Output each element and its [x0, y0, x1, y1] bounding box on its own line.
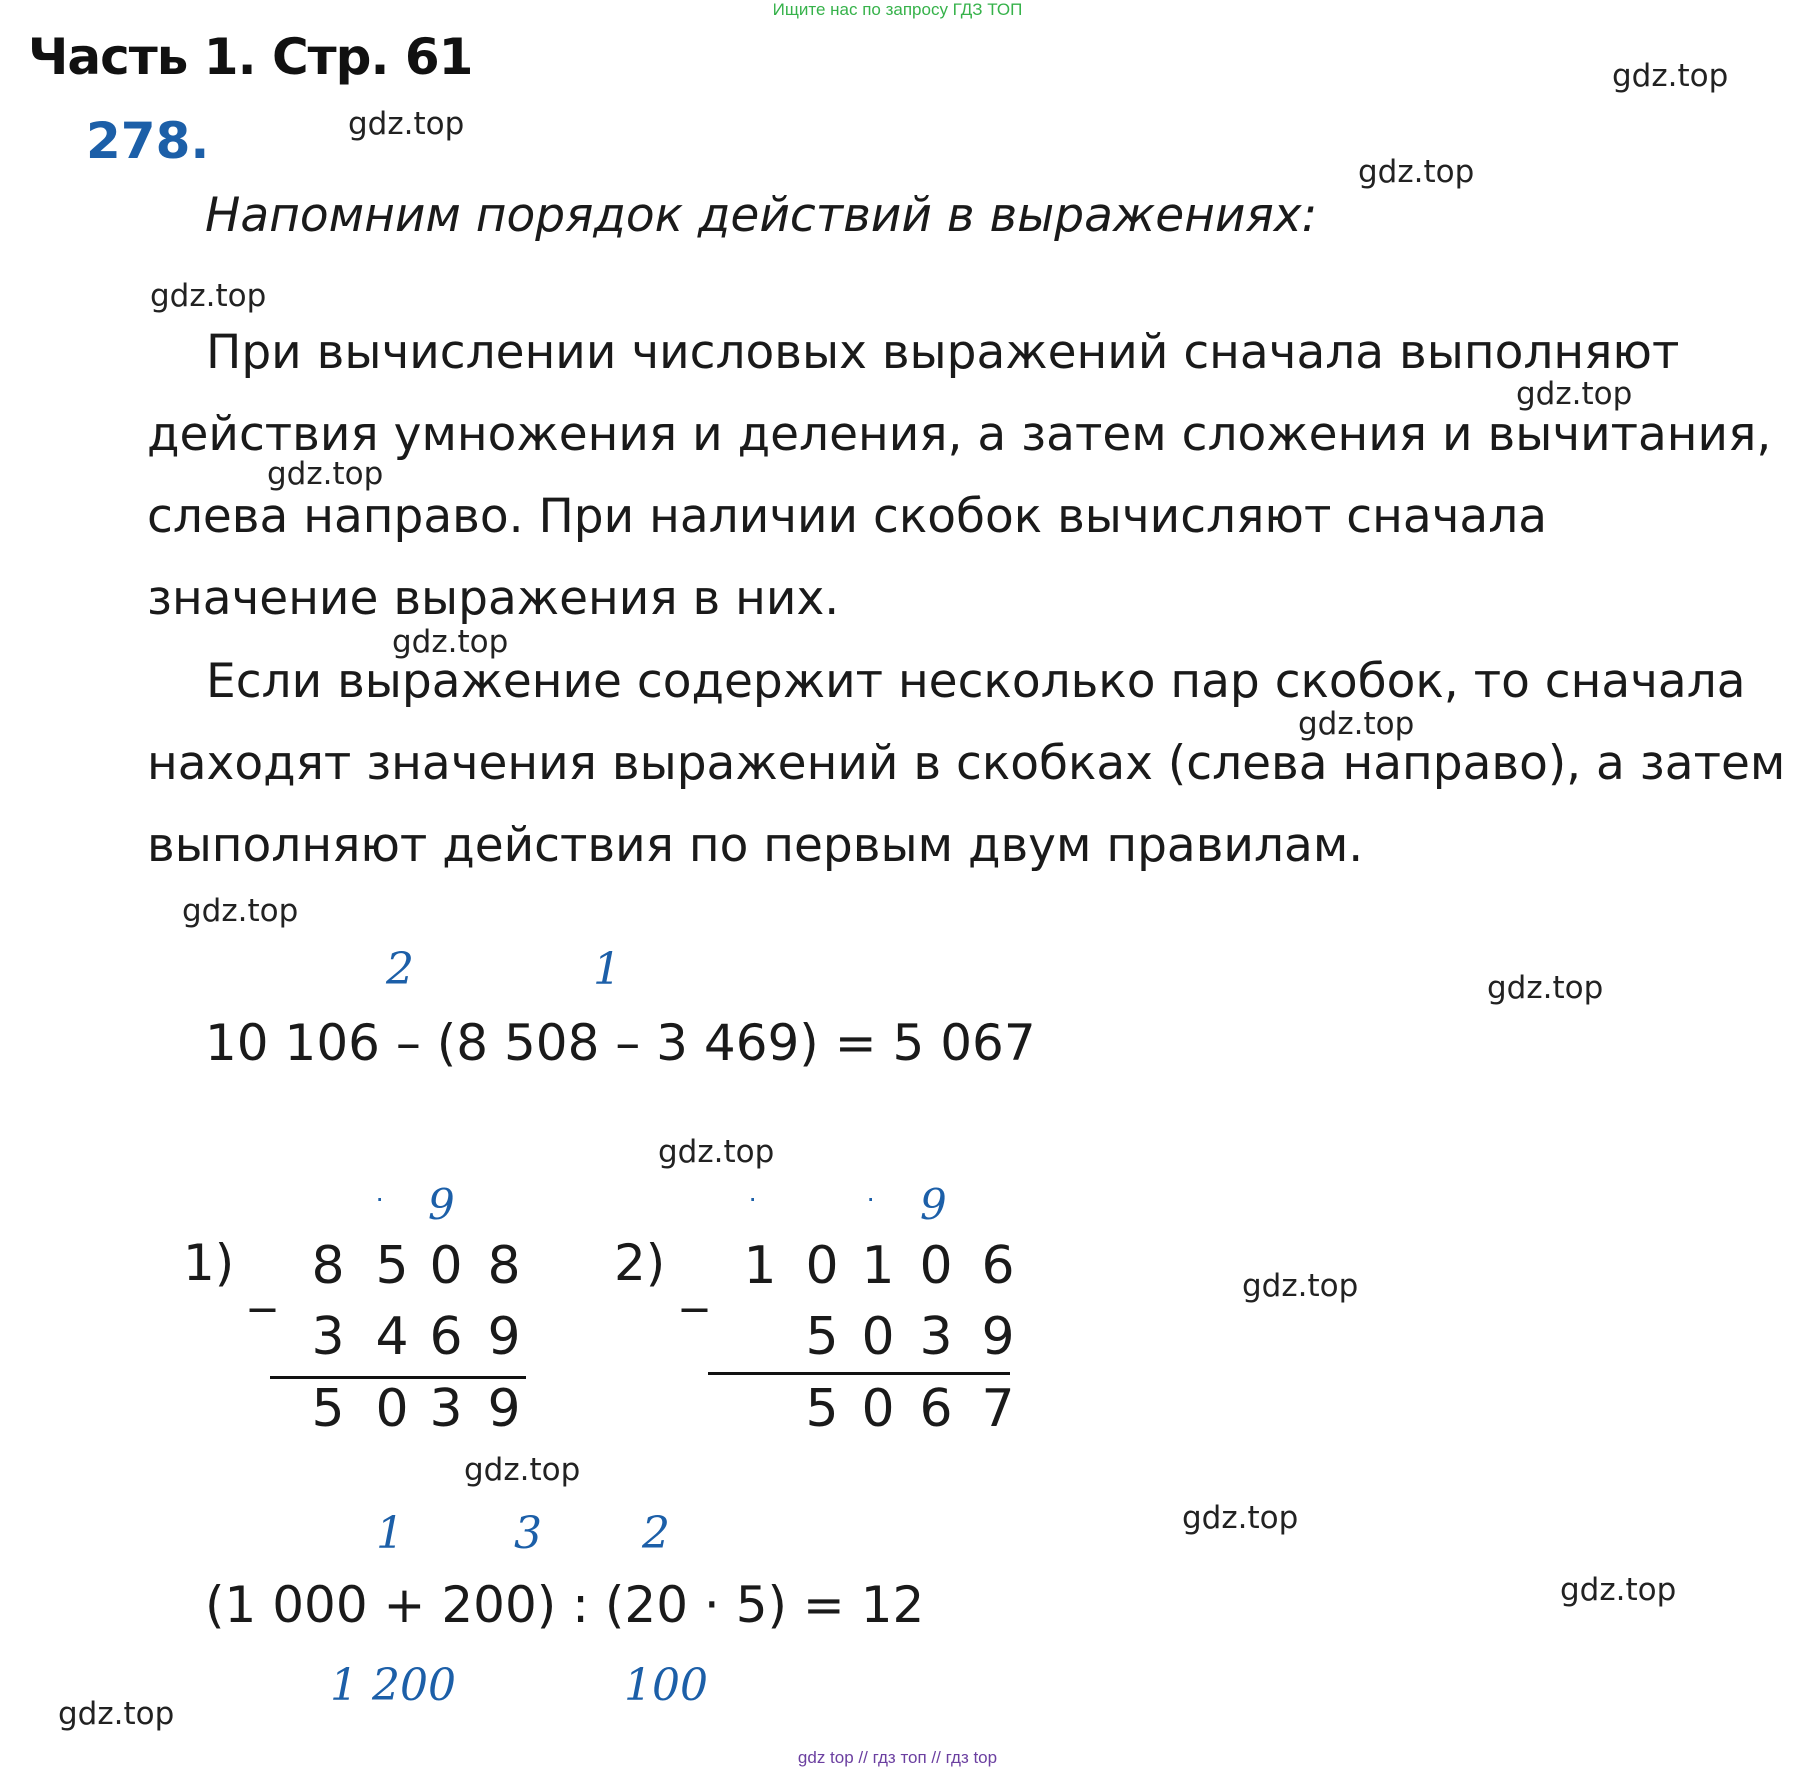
result-digit: 5 — [805, 1379, 839, 1439]
bottom-banner: gdz top // гдз топ // гдз top — [797, 1748, 998, 1767]
subtrahend-digit: 6 — [429, 1307, 463, 1367]
order-mark: 1 — [593, 944, 621, 995]
result-digit: 7 — [981, 1379, 1015, 1439]
order-mark: 1 — [376, 1508, 404, 1559]
carry-digit: 9 — [428, 1180, 455, 1229]
borrow-dot: · — [748, 1182, 758, 1213]
minus-sign: _ — [250, 1254, 275, 1312]
result-digit: 6 — [919, 1379, 953, 1439]
result-digit: 9 — [487, 1379, 521, 1439]
result-digit: 0 — [861, 1379, 895, 1439]
rule-paragraph-1: При вычислении числовых выражений сначала выполняют действия умножения и деления, а затем сложения и вычитания, слева направо. При наличии скобок вычисляют сначала значение выражения в них. — [147, 325, 1772, 626]
watermark: gdz.top — [1182, 1500, 1299, 1536]
watermark: gdz.top — [348, 106, 465, 142]
result-digit: 0 — [375, 1379, 409, 1439]
subtrahend-digit: 3 — [311, 1307, 345, 1367]
expression-2: (1 000 + 200) : (20 · 5) = 12 — [205, 1576, 925, 1634]
minuend-digit: 6 — [981, 1236, 1015, 1296]
watermark: gdz.top — [392, 624, 509, 660]
step-label: 1) — [183, 1234, 235, 1292]
watermark: gdz.top — [150, 278, 267, 314]
sum-line — [708, 1372, 1010, 1375]
result-digit: 3 — [429, 1379, 463, 1439]
result-digit: 5 — [311, 1379, 345, 1439]
watermark: gdz.top — [1358, 154, 1475, 190]
minuend-digit: 1 — [743, 1236, 777, 1296]
minuend-digit: 0 — [919, 1236, 953, 1296]
intermediate-result: 1 200 — [330, 1660, 456, 1711]
watermark: gdz.top — [658, 1134, 775, 1170]
minuend-digit: 8 — [311, 1236, 345, 1296]
theory-intro: Напомним порядок действий в выражениях: — [205, 188, 1318, 243]
page-title: Часть 1. Стр. 61 — [28, 28, 473, 86]
order-mark: 3 — [514, 1508, 542, 1559]
order-mark: 2 — [386, 944, 414, 995]
minuend-digit: 8 — [487, 1236, 521, 1296]
subtrahend-digit: 0 — [861, 1307, 895, 1367]
watermark: gdz.top — [267, 456, 384, 492]
subtrahend-digit: 3 — [919, 1307, 953, 1367]
intermediate-result: 100 — [624, 1660, 708, 1711]
minuend-digit: 1 — [861, 1236, 895, 1296]
watermark: gdz.top — [58, 1696, 175, 1732]
watermark: gdz.top — [1560, 1572, 1677, 1608]
watermark: gdz.top — [1298, 706, 1415, 742]
borrow-dot: · — [866, 1182, 876, 1213]
watermark: gdz.top — [1612, 58, 1729, 94]
borrow-dot: · — [375, 1182, 385, 1213]
watermark: gdz.top — [1242, 1268, 1359, 1304]
minuend-digit: 5 — [375, 1236, 409, 1296]
subtrahend-digit: 9 — [487, 1307, 521, 1367]
watermark: gdz.top — [1516, 376, 1633, 412]
top-banner: Ищите нас по запросу ГДЗ ТОП — [772, 0, 1023, 19]
subtrahend-digit: 4 — [375, 1307, 409, 1367]
minuend-digit: 0 — [805, 1236, 839, 1296]
expression-1: 10 106 – (8 508 – 3 469) = 5 067 — [205, 1014, 1036, 1072]
carry-digit: 9 — [920, 1180, 947, 1229]
subtrahend-digit: 9 — [981, 1307, 1015, 1367]
step-label: 2) — [614, 1234, 666, 1292]
watermark: gdz.top — [182, 893, 299, 929]
exercise-number: 278. — [86, 112, 210, 170]
order-mark: 2 — [642, 1508, 670, 1559]
watermark: gdz.top — [1487, 970, 1604, 1006]
minuend-digit: 0 — [429, 1236, 463, 1296]
subtrahend-digit: 5 — [805, 1307, 839, 1367]
watermark: gdz.top — [464, 1452, 581, 1488]
rule-paragraph-2: Если выражение содержит несколько пар скобок, то сначала находят значения выражений в скобках (слева направо), а затем выполняют действия по первым двум правилам. — [147, 654, 1786, 873]
minus-sign: _ — [682, 1254, 707, 1312]
